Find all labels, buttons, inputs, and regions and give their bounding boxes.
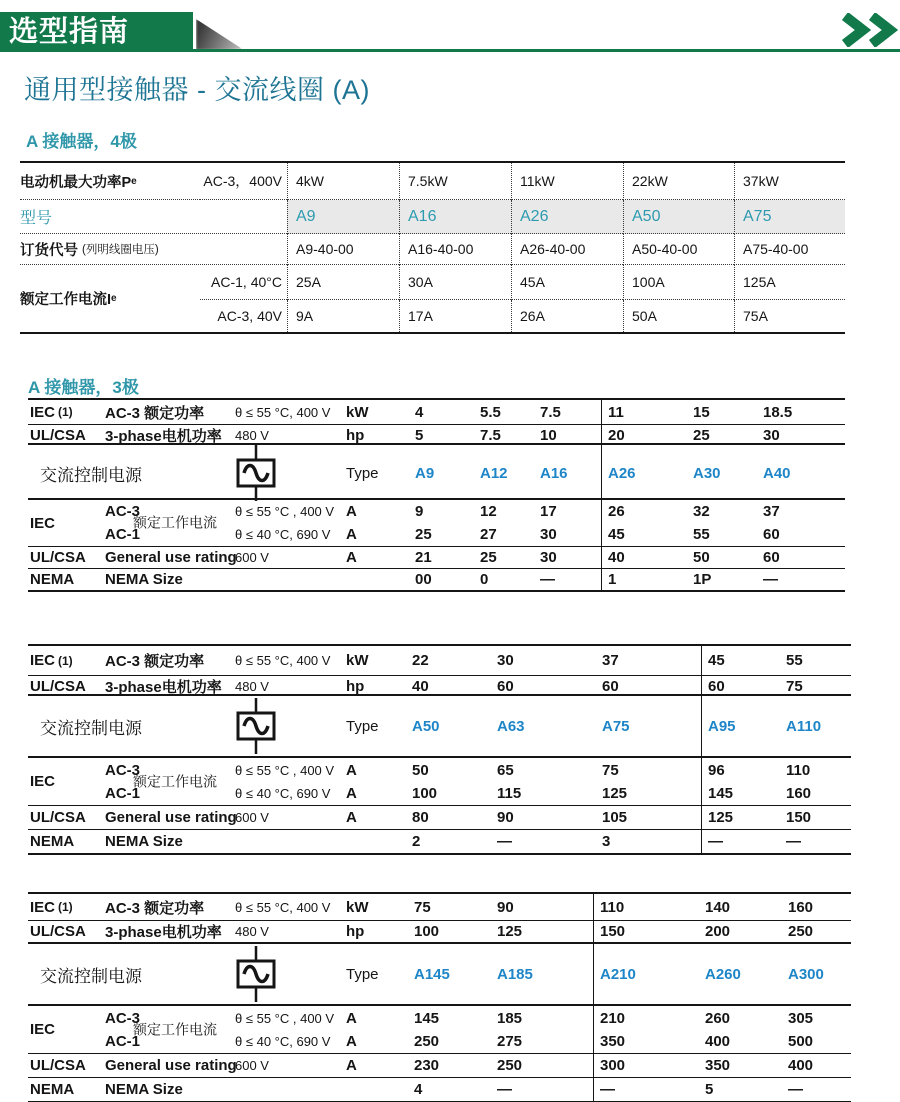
unit-label: A — [346, 809, 357, 826]
data-value-pair: 9 25 — [415, 503, 432, 543]
data-value: 20 — [601, 425, 693, 446]
data-value: 7.5kW — [399, 163, 511, 200]
data-value: 75A — [734, 300, 845, 332]
desc-label: General use rating — [105, 809, 237, 826]
table-row-type — [28, 445, 845, 500]
data-value: 60 — [763, 549, 780, 566]
unit-label: kW — [346, 403, 369, 421]
unit-label: hp — [346, 923, 365, 940]
data-value: 110 — [593, 894, 705, 920]
data-value: 350 — [705, 1057, 731, 1074]
data-value: 1P — [693, 571, 712, 588]
type-value: A210 — [593, 944, 705, 1004]
table-row-rated-current — [28, 758, 851, 806]
data-value: 7.5 — [540, 403, 561, 421]
condition-label: 480 V — [235, 924, 269, 939]
data-value: 26A — [511, 300, 623, 332]
org-label: IEC (1) — [30, 652, 73, 669]
row-label: 电动机最大功率P e — [20, 163, 200, 200]
data-value: 00 — [415, 571, 432, 588]
table-row-kw — [28, 894, 851, 921]
data-value: 11kW — [511, 163, 623, 200]
data-value: 40 — [412, 678, 429, 695]
model-value: A50 — [623, 200, 734, 234]
model-value: A16 — [399, 200, 511, 234]
condition-label: θ ≤ 55 °C , 400 V θ ≤ 40 °C, 690 V — [235, 1010, 335, 1049]
condition-label: 480 V — [235, 679, 269, 694]
empty-cell — [346, 1078, 414, 1101]
coil-supply-label: 交流控制电源 — [40, 966, 142, 986]
data-value-pair: 210 350 — [593, 1006, 705, 1053]
table-row-general-use — [28, 806, 851, 830]
ac-coil-symbol-icon — [235, 696, 346, 756]
unit-label: A — [346, 549, 357, 566]
order-code: A26-40-00 — [511, 234, 623, 265]
condition-label: θ ≤ 55 °C, 400 V — [235, 899, 331, 915]
data-value-pair: 37 60 — [763, 503, 780, 543]
data-value: 300 — [593, 1054, 705, 1077]
data-value: 30 — [497, 652, 514, 669]
wedge-shadow-icon — [196, 19, 242, 50]
data-value-pair: 260 400 — [705, 1009, 731, 1050]
data-value: 40 — [601, 547, 693, 568]
type-value: A26 — [601, 445, 693, 501]
page-title: 通用型接触器 - 交流线圈 (A) — [24, 75, 370, 105]
org-label: UL/CSA — [30, 549, 86, 566]
desc-label: General use rating — [105, 1057, 237, 1074]
data-value-pair: 65 115 — [497, 761, 522, 802]
data-value: 140 — [705, 898, 731, 916]
data-value: 25 — [693, 427, 710, 444]
ac-coil-symbol-icon — [235, 944, 346, 1004]
desc-label: 3-phase电机功率 — [105, 679, 222, 696]
ac-coil-symbol-icon — [235, 445, 346, 501]
data-value-pair: 305 500 — [788, 1009, 814, 1050]
data-value: 55 — [786, 652, 803, 669]
type-value: A12 — [480, 464, 508, 482]
unit-label: A A — [346, 503, 357, 543]
empty-cell — [346, 569, 415, 590]
data-value: 45 — [701, 646, 786, 675]
desc-label: AC-3 AC-1 额定工作电流 — [105, 1009, 217, 1050]
data-value: 22 — [412, 652, 429, 669]
double-chevron-icon — [840, 13, 898, 47]
data-value-pair: 32 55 — [693, 503, 710, 543]
data-value: 37kW — [734, 163, 845, 200]
data-value: 3 — [602, 833, 611, 850]
table-row-hp — [28, 921, 851, 944]
type-value: A9 — [415, 464, 435, 482]
desc-label: AC-3 额定功率 — [105, 653, 205, 670]
condition-label: θ ≤ 55 °C, 400 V — [235, 653, 331, 668]
type-label: Type — [346, 965, 379, 983]
org-label: IEC — [30, 514, 56, 532]
table-row-nema — [28, 830, 851, 855]
data-value: 2 — [412, 833, 421, 850]
row-label: 额定工作电流I e — [20, 292, 117, 308]
unit-label: hp — [346, 678, 365, 695]
data-value: 160 — [788, 898, 814, 916]
table-row-nema — [28, 569, 845, 592]
data-value-pair: 96 145 — [701, 758, 786, 805]
org-label: UL/CSA — [30, 1057, 86, 1074]
data-value: 60 — [602, 678, 619, 695]
org-label: IEC (1) — [30, 898, 73, 916]
contactor-3pole-table-small — [28, 398, 845, 592]
table-row-hp — [28, 676, 851, 696]
rated-current-label: 额定工作电流 — [133, 773, 217, 789]
condition-label: θ ≤ 55 °C, 400 V — [235, 404, 331, 420]
banner-title: 选型指南 — [0, 12, 193, 52]
org-label: IEC — [30, 773, 56, 790]
org-label: IEC (1) — [30, 403, 73, 421]
data-value: 7.5 — [480, 427, 501, 444]
data-value: 30 — [763, 427, 780, 444]
data-value: 25 — [480, 549, 497, 566]
desc-label: General use rating — [105, 549, 237, 566]
data-value: 5.5 — [480, 403, 501, 421]
header-rule — [193, 49, 900, 52]
model-value: A75 — [734, 200, 845, 234]
data-value-pair: 26 45 — [601, 500, 693, 546]
data-value: 250 — [497, 1057, 523, 1074]
desc-label: NEMA Size — [105, 833, 183, 850]
data-value: 1 — [601, 569, 693, 590]
data-value-pair: 17 30 — [540, 503, 557, 543]
data-value: 4 — [414, 1081, 423, 1098]
condition-label: 480 V — [235, 428, 269, 443]
condition-label: 600 V — [235, 550, 269, 565]
org-label: NEMA — [30, 571, 75, 588]
data-value: 75 — [414, 898, 431, 916]
order-code: A9-40-00 — [287, 234, 399, 265]
type-value: A16 — [540, 464, 568, 482]
row-sublabel: AC-3，400V — [200, 163, 287, 200]
table-row-kw — [28, 646, 851, 676]
data-value: 18.5 — [763, 403, 793, 421]
data-value: — — [786, 833, 801, 850]
empty-cell — [235, 1078, 346, 1101]
data-value: — — [763, 571, 778, 588]
org-label: UL/CSA — [30, 923, 86, 940]
data-value: 15 — [693, 403, 710, 421]
order-code: A50-40-00 — [623, 234, 734, 265]
type-value: A110 — [786, 717, 822, 735]
data-value: 125 — [497, 923, 523, 940]
data-value: — — [497, 1081, 512, 1098]
row-label-model: 型号 — [20, 200, 287, 234]
model-value: A26 — [511, 200, 623, 234]
rated-current-label: 额定工作电流 — [133, 514, 217, 531]
table-row-general-use — [28, 1054, 851, 1078]
data-value: 5 — [705, 1081, 714, 1098]
type-value: A300 — [788, 965, 824, 983]
data-value: 60 — [701, 676, 786, 697]
data-value-pair: 12 27 — [480, 503, 497, 543]
type-value: A185 — [497, 965, 533, 983]
data-value: 4 — [415, 403, 424, 421]
data-value: 250 — [788, 923, 814, 940]
data-value: 5 — [415, 427, 424, 444]
data-value: 25A — [287, 265, 399, 300]
data-value: — — [540, 571, 555, 588]
data-value: — — [788, 1081, 803, 1098]
data-value: 17A — [399, 300, 511, 332]
data-value: 75 — [786, 678, 803, 695]
org-label: UL/CSA — [30, 809, 86, 826]
data-value: 200 — [705, 923, 731, 940]
condition-label: 600 V — [235, 1058, 269, 1073]
condition-label: θ ≤ 55 °C , 400 V θ ≤ 40 °C, 690 V — [235, 762, 335, 801]
table-row-type — [28, 944, 851, 1006]
data-value: 90 — [497, 809, 514, 826]
data-value: 10 — [540, 427, 557, 444]
data-value: 90 — [497, 898, 514, 916]
desc-label: 3-phase电机功率 — [105, 428, 222, 445]
row-label: 订货代号 (列明线圈电压) — [20, 234, 287, 265]
data-value: 37 — [602, 652, 619, 669]
org-label: UL/CSA — [30, 427, 86, 444]
data-value: 100 — [414, 923, 440, 940]
data-value: 230 — [414, 1057, 440, 1074]
data-value: 50A — [623, 300, 734, 332]
data-value: 80 — [412, 809, 429, 826]
data-value: 50 — [693, 549, 710, 566]
data-value: 150 — [593, 921, 705, 942]
condition-label: 600 V — [235, 810, 269, 825]
table-row-general-use — [28, 547, 845, 569]
desc-label: AC-3 AC-1 额定工作电流 — [105, 503, 217, 543]
data-value: 105 — [602, 809, 628, 826]
data-value-pair: 110 160 — [786, 761, 812, 802]
table-row-rated-current — [28, 500, 845, 547]
data-value: 30 — [540, 549, 557, 566]
data-value: 125A — [734, 265, 845, 300]
empty-cell — [346, 830, 412, 853]
empty-cell — [235, 830, 346, 853]
data-value: 125 — [701, 806, 786, 829]
row-sublabel: AC-1, 40°C — [200, 265, 287, 300]
unit-label: kW — [346, 652, 369, 669]
unit-label: A — [346, 1057, 357, 1074]
type-value: A145 — [414, 965, 450, 983]
data-value-pair: 75 125 — [602, 761, 628, 802]
data-value: 150 — [786, 809, 812, 826]
section-heading-3pole: A 接触器，3极 — [28, 378, 139, 397]
type-value: A63 — [497, 717, 525, 735]
row-sublabel: AC-3, 40V — [217, 308, 282, 324]
data-value: 11 — [601, 400, 693, 424]
table-row-hp — [28, 425, 845, 445]
data-value: 22kW — [623, 163, 734, 200]
unit-label: kW — [346, 898, 369, 916]
table-row-rated-current — [28, 1006, 851, 1054]
org-label: NEMA — [30, 1081, 75, 1098]
data-value: 21 — [415, 549, 432, 566]
coil-supply-label: 交流控制电源 — [40, 465, 142, 485]
data-value: 60 — [497, 678, 514, 695]
org-label: IEC — [30, 1021, 56, 1038]
data-value-pair: 185 275 — [497, 1009, 523, 1050]
contactor-4pole-table — [20, 161, 845, 334]
coil-supply-label: 交流控制电源 — [40, 718, 142, 738]
desc-label: AC-3 额定功率 — [105, 404, 205, 422]
desc-label: NEMA Size — [105, 1081, 183, 1098]
type-value: A40 — [763, 464, 791, 482]
data-value: — — [497, 833, 512, 850]
type-label: Type — [346, 717, 379, 735]
table-row-nema — [28, 1078, 851, 1102]
data-value: 30A — [399, 265, 511, 300]
data-value: — — [593, 1078, 705, 1101]
contactor-3pole-table-large — [28, 892, 851, 1102]
desc-label: NEMA Size — [105, 571, 183, 588]
data-value: 100A — [623, 265, 734, 300]
unit-label: hp — [346, 427, 365, 444]
desc-label: AC-3 额定功率 — [105, 899, 205, 917]
empty-cell — [235, 569, 346, 590]
rated-current-label: 额定工作电流 — [133, 1021, 217, 1037]
data-value-pair: 145 250 — [414, 1009, 440, 1050]
type-value: A75 — [602, 717, 630, 735]
unit-label: A A — [346, 761, 357, 802]
contactor-3pole-table-medium — [28, 644, 851, 855]
data-value: 45A — [511, 265, 623, 300]
desc-label: AC-3 AC-1 额定工作电流 — [105, 761, 217, 802]
data-value-pair: 50 100 — [412, 761, 438, 802]
table-row-type — [28, 696, 851, 758]
type-value: A50 — [412, 717, 440, 735]
type-value: A95 — [701, 696, 786, 756]
unit-label: A A — [346, 1009, 357, 1050]
order-code: A75-40-00 — [734, 234, 845, 265]
type-value: A30 — [693, 464, 721, 482]
model-value: A9 — [287, 200, 399, 234]
section-heading-4pole: A 接触器，4极 — [26, 132, 137, 151]
org-label: NEMA — [30, 833, 75, 850]
data-value: 400 — [788, 1057, 814, 1074]
org-label: UL/CSA — [30, 678, 86, 695]
type-label: Type — [346, 464, 379, 482]
order-code: A16-40-00 — [399, 234, 511, 265]
desc-label: 3-phase电机功率 — [105, 924, 222, 941]
table-row-kw — [28, 400, 845, 425]
data-value: 4kW — [287, 163, 399, 200]
data-value: 9A — [287, 300, 399, 332]
condition-label: θ ≤ 55 °C , 400 V θ ≤ 40 °C, 690 V — [235, 504, 335, 542]
type-value: A260 — [705, 965, 741, 983]
data-value: 0 — [480, 571, 489, 588]
data-value: — — [701, 830, 786, 853]
